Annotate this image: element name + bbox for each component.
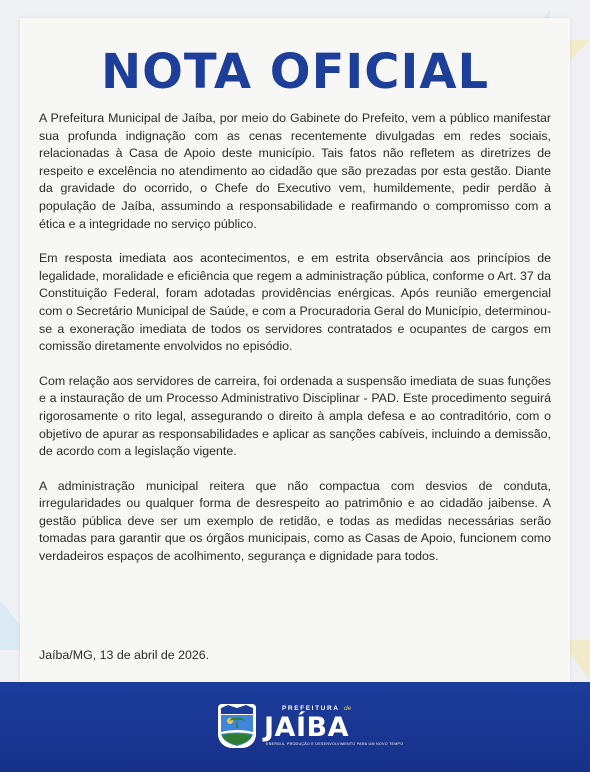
note-body [39,110,551,583]
paragraph: A Prefeitura Municipal de Jaíba, por meio do Gabinete do Prefeito, vem a público manifestar sua profunda indignação com as cenas recentemente divulgadas em redes sociais, relacionadas à Casa de Apoio deste município. Tais fatos não refletem as diretrizes de respeito e excelência no atendimento ao cidadão que são prezadas por esta gestão. Diante da gravidade do ocorrido, o Chefe do Executivo vem, humildemente, pedir perdão à população de Jaíba, assumindo a responsabilidade e reafirmando o compromisso com a ética e a integridade no serviço público. [39,111,551,231]
de-label: de [344,705,352,712]
paragraph: Com relação aos servidores de carreira, foi ordenada a suspensão imediata de suas funções e a instauração de um Processo Administrativo Disciplinar - PAD. Este procedimento seguirá rigorosamente o rito legal, assegurando o direito à ampla defesa e ao contraditório, com o objetivo de apurar as responsabilidades e aplicar as sanções cabíveis, incluindo a demissão, de acordo com a legislação vigente. [39,373,551,459]
footer-bar [0,682,590,772]
city-crest-icon [218,704,256,748]
paragraph: A administração municipal reitera que não compactua com desvios de conduta, irregularidades ou qualquer forma de desrespeito ao patrimônio e ao cidadão jaibense. A gestão pública deve ser um exemplo de retidão, e todas as medidas necessárias serão tomadas para garantir que os órgãos municipais, como as Casas de Apoio, funcionem como verdadeiros espaços de acolhimento, segurança e dignidade para todos. [39,478,551,564]
page-title: NOTA OFICIAL [100,44,490,100]
brand-name: JAÍBA [264,712,349,743]
official-note-card [20,18,570,682]
date-line: Jaíba/MG, 13 de abril de 2026. [39,648,210,662]
prefeitura-label: PREFEITURA [282,705,340,712]
paragraph: Em resposta imediata aos acontecimentos, e em estrita observância aos princípios de legalidade, moralidade e eficiência que regem a administração pública, conforme o Art. 37 da Constituição Federal, foram adotadas providências enérgicas. Após reunião emergencial com o Secretário Municipal de Saúde, e com a Procuradoria Geral do Município, determinou-se a exoneração imediata de todos os servidores contratados e ocupantes de cargos em comissão diretamente envolvidos no episódio. [39,251,551,354]
prefeitura-logo [218,704,404,750]
tagline: ENERGIA, PRODUÇÃO E DESENVOLVIMENTO PARA UM NOVO TEMPO [266,742,404,746]
